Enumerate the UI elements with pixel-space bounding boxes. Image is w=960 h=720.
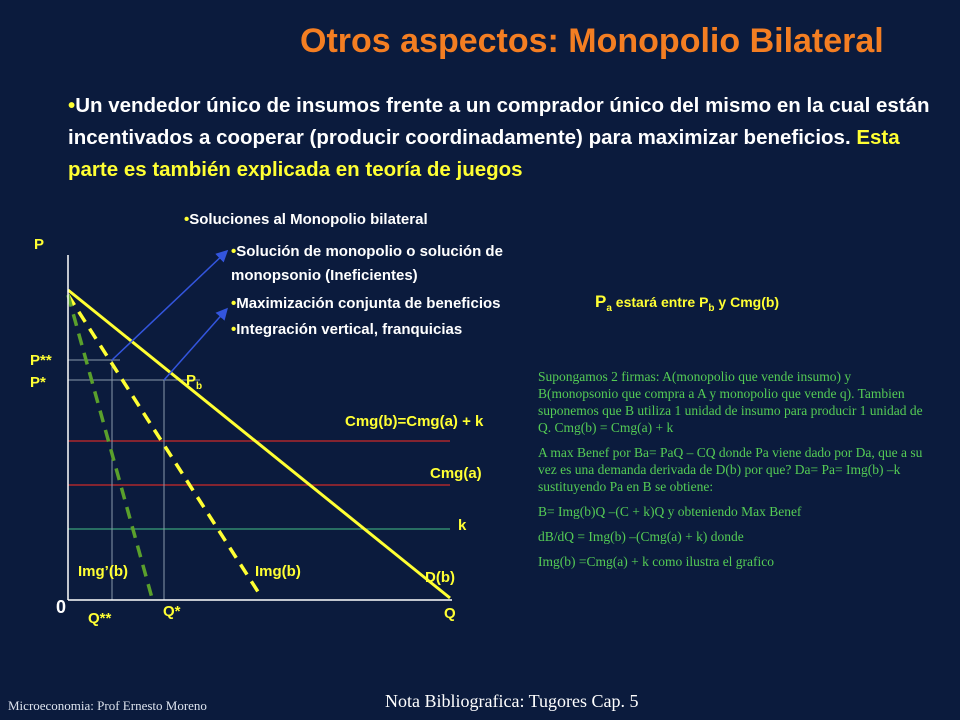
axis-q-label: Q <box>444 605 456 622</box>
p-double-star-label: P** <box>30 352 52 369</box>
note-p1: Supongamos 2 firmas: A(monopolio que vende insumo) y B(monopsonio que compra a A y monopolio que vende q). Tambien suponemos que B utiliza 1 unidad de insumo para producir 1 unidad de Q. Cmg(b) = Cmg(a) + k <box>538 369 923 435</box>
q-double-star-label: Q** <box>88 610 112 627</box>
solutions-heading: •Soluciones al Monopolio bilateral <box>184 211 428 228</box>
cmg-a-label: Cmg(a) <box>430 465 482 482</box>
note-p2: A max Benef por Ba= PaQ – CQ donde Pa viene dado por Da, que a su vez es una demanda derivada de D(b) por que? Da= Pa= Img(b) –k sustituyendo Pa en B se obtiene: <box>538 445 923 494</box>
img-label: Img(b) <box>255 563 301 580</box>
solution-item-joint-max: •Maximización conjunta de beneficios <box>231 295 501 312</box>
pa-note: $P_a$ estará entre $P_b$ y Cmg(b) <box>595 292 780 314</box>
footer-author: Microeconomia: Prof Ernesto Moreno <box>8 698 207 713</box>
img-prime-label: Img’(b) <box>78 563 128 580</box>
p-star-label: P* <box>30 374 46 391</box>
page-title: Otros aspectos: Monopolio Bilateral <box>300 22 884 60</box>
pb-label: $P_b$ <box>186 372 203 392</box>
intro-highlight: Esta parte es también explicada en teoría de juegos <box>68 126 900 181</box>
img-prime-line <box>68 295 152 598</box>
solution-item-vertical: •Integración vertical, franquicias <box>231 321 463 338</box>
q-star-label: Q* <box>163 603 181 620</box>
demand-label: D(b) <box>425 569 455 586</box>
solution-item-monopoly: •Solución de monopolio o solución de <box>231 243 503 260</box>
note-p5: Img(b) =Cmg(a) + k como ilustra el grafico <box>538 554 775 569</box>
arrow-joint-maximization <box>164 310 226 380</box>
footer-reference: Nota Bibliografica: Tugores Cap. 5 <box>385 691 639 711</box>
note-p3: B= Img(b)Q –(C + k)Q y obteniendo Max Benef <box>538 504 802 519</box>
axis-p-label: P <box>34 236 45 253</box>
origin-label: 0 <box>56 597 67 617</box>
solution-item-monopsony: monopsonio (Ineficientes) <box>231 267 418 284</box>
k-label: k <box>458 517 467 534</box>
explanation-note <box>538 368 930 578</box>
cmg-b-label: Cmg(b)=Cmg(a) + k <box>345 413 484 430</box>
intro-text: Un vendedor único de insumos frente a un comprador único del mismo en la cual están incentivados a cooperar (producir coordinadamente) para maximizar beneficios. <box>68 94 930 149</box>
arrow-monopoly-solution <box>112 252 226 360</box>
note-p4: dB/dQ = Img(b) –(Cmg(a) + k) donde <box>538 529 744 544</box>
intro-bullet: • <box>68 94 76 117</box>
